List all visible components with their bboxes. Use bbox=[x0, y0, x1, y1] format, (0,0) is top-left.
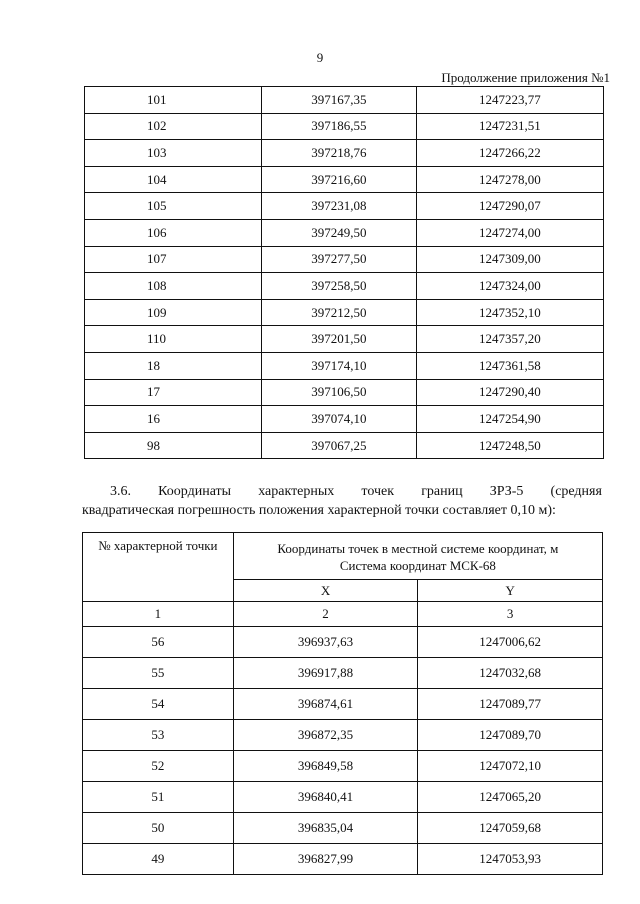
x-coordinate-cell: 396872,35 bbox=[233, 720, 418, 751]
x-coordinate-cell: 397074,10 bbox=[262, 406, 417, 433]
table-row bbox=[85, 352, 604, 379]
table-row bbox=[83, 844, 603, 875]
y-coordinate-cell: 1247059,68 bbox=[418, 813, 603, 844]
page-number: 9 bbox=[316, 50, 324, 65]
table-row bbox=[83, 658, 603, 689]
point-number-cell: 51 bbox=[83, 782, 234, 813]
y-coordinate-cell: 1247309,00 bbox=[416, 246, 603, 273]
y-coordinate-cell: 1247290,40 bbox=[416, 379, 603, 406]
y-coordinate-cell: 1247231,51 bbox=[416, 113, 603, 140]
point-number-cell: 98 bbox=[85, 432, 262, 459]
point-number-cell: 56 bbox=[83, 627, 234, 658]
coordinates-table-continued bbox=[84, 86, 604, 459]
point-number-cell: 101 bbox=[85, 87, 262, 114]
point-number-cell: 55 bbox=[83, 658, 234, 689]
zrz5-table-header bbox=[83, 533, 603, 627]
appendix-continuation-note: Продолжение приложения №1 bbox=[441, 70, 610, 85]
point-number-cell: 105 bbox=[85, 193, 262, 220]
y-coordinate-cell: 1247278,00 bbox=[416, 166, 603, 193]
table-row bbox=[83, 689, 603, 720]
y-coordinate-cell: 1247006,62 bbox=[418, 627, 603, 658]
section-word: ЗРЗ-5 bbox=[489, 484, 524, 499]
table-row bbox=[85, 140, 604, 167]
point-number-cell: 18 bbox=[85, 352, 262, 379]
column-index-2: 2 bbox=[233, 602, 418, 627]
table-row bbox=[83, 720, 603, 751]
y-coordinate-cell: 1247089,77 bbox=[418, 689, 603, 720]
x-coordinate-cell: 396937,63 bbox=[233, 627, 418, 658]
y-coordinate-cell: 1247357,20 bbox=[416, 326, 603, 353]
zrz5-table-body bbox=[83, 627, 603, 875]
y-coordinate-cell: 1247290,07 bbox=[416, 193, 603, 220]
x-coordinate-cell: 396840,41 bbox=[233, 782, 418, 813]
header-point-number: № характерной точки bbox=[83, 533, 234, 602]
x-coordinate-cell: 397201,50 bbox=[262, 326, 417, 353]
y-coordinate-cell: 1247032,68 bbox=[418, 658, 603, 689]
header-coordinates-line-2: Система координат МСК-68 bbox=[339, 558, 496, 573]
x-coordinate-cell: 397167,35 bbox=[262, 87, 417, 114]
y-coordinate-cell: 1247254,90 bbox=[416, 406, 603, 433]
point-number-cell: 104 bbox=[85, 166, 262, 193]
y-coordinate-cell: 1247352,10 bbox=[416, 299, 603, 326]
table-row bbox=[85, 406, 604, 433]
header-y: Y bbox=[418, 580, 603, 602]
table-row bbox=[85, 166, 604, 193]
y-coordinate-cell: 1247248,50 bbox=[416, 432, 603, 459]
x-coordinate-cell: 397231,08 bbox=[262, 193, 417, 220]
point-number-cell: 52 bbox=[83, 751, 234, 782]
table-row bbox=[85, 219, 604, 246]
header-coordinates bbox=[233, 533, 602, 580]
table-row bbox=[85, 379, 604, 406]
x-coordinate-cell: 397067,25 bbox=[262, 432, 417, 459]
x-coordinate-cell: 397258,50 bbox=[262, 273, 417, 300]
x-coordinate-cell: 397212,50 bbox=[262, 299, 417, 326]
y-coordinate-cell: 1247072,10 bbox=[418, 751, 603, 782]
coordinates-table-body bbox=[85, 87, 604, 459]
y-coordinate-cell: 1247324,00 bbox=[416, 273, 603, 300]
point-number-cell: 16 bbox=[85, 406, 262, 433]
point-number-cell: 103 bbox=[85, 140, 262, 167]
section-word: точек bbox=[361, 484, 395, 499]
y-coordinate-cell: 1247223,77 bbox=[416, 87, 603, 114]
y-coordinate-cell: 1247089,70 bbox=[418, 720, 603, 751]
x-coordinate-cell: 396917,88 bbox=[233, 658, 418, 689]
section-word: характерных bbox=[258, 484, 335, 499]
section-word: (средняя bbox=[550, 484, 602, 499]
column-index-3: 3 bbox=[418, 602, 603, 627]
x-coordinate-cell: 397174,10 bbox=[262, 352, 417, 379]
table-row bbox=[83, 751, 603, 782]
table-row bbox=[85, 246, 604, 273]
x-coordinate-cell: 397277,50 bbox=[262, 246, 417, 273]
x-coordinate-cell: 397216,60 bbox=[262, 166, 417, 193]
point-number-cell: 49 bbox=[83, 844, 234, 875]
table-row bbox=[85, 113, 604, 140]
section-word: 3.6. bbox=[110, 484, 131, 499]
table-row bbox=[83, 627, 603, 658]
table-row bbox=[85, 273, 604, 300]
table-row bbox=[85, 432, 604, 459]
x-coordinate-cell: 396827,99 bbox=[233, 844, 418, 875]
y-coordinate-cell: 1247361,58 bbox=[416, 352, 603, 379]
table-row bbox=[85, 193, 604, 220]
y-coordinate-cell: 1247274,00 bbox=[416, 219, 603, 246]
point-number-cell: 107 bbox=[85, 246, 262, 273]
table-row bbox=[85, 87, 604, 114]
x-coordinate-cell: 397249,50 bbox=[262, 219, 417, 246]
section-word: Координаты bbox=[158, 484, 232, 499]
zrz5-coordinates-table bbox=[82, 532, 603, 875]
point-number-cell: 17 bbox=[85, 379, 262, 406]
point-number-cell: 109 bbox=[85, 299, 262, 326]
point-number-cell: 50 bbox=[83, 813, 234, 844]
section-3-6-line-2: квадратическая погрешность положения характерной точки составляет 0,10 м): bbox=[82, 503, 556, 518]
section-3-6-line-1 bbox=[82, 482, 602, 501]
y-coordinate-cell: 1247266,22 bbox=[416, 140, 603, 167]
x-coordinate-cell: 396849,58 bbox=[233, 751, 418, 782]
column-index-1: 1 bbox=[83, 602, 234, 627]
point-number-cell: 110 bbox=[85, 326, 262, 353]
x-coordinate-cell: 396835,04 bbox=[233, 813, 418, 844]
point-number-cell: 108 bbox=[85, 273, 262, 300]
point-number-cell: 53 bbox=[83, 720, 234, 751]
section-word: границ bbox=[421, 484, 463, 499]
y-coordinate-cell: 1247053,93 bbox=[418, 844, 603, 875]
point-number-cell: 102 bbox=[85, 113, 262, 140]
table-row bbox=[83, 813, 603, 844]
x-coordinate-cell: 397186,55 bbox=[262, 113, 417, 140]
point-number-cell: 54 bbox=[83, 689, 234, 720]
y-coordinate-cell: 1247065,20 bbox=[418, 782, 603, 813]
table-row bbox=[85, 326, 604, 353]
section-3-6-paragraph bbox=[82, 482, 602, 520]
header-x: X bbox=[233, 580, 418, 602]
x-coordinate-cell: 397218,76 bbox=[262, 140, 417, 167]
x-coordinate-cell: 397106,50 bbox=[262, 379, 417, 406]
header-coordinates-line-1: Координаты точек в местной системе координат, м bbox=[277, 541, 559, 556]
table-row bbox=[83, 782, 603, 813]
x-coordinate-cell: 396874,61 bbox=[233, 689, 418, 720]
table-row bbox=[85, 299, 604, 326]
point-number-cell: 106 bbox=[85, 219, 262, 246]
